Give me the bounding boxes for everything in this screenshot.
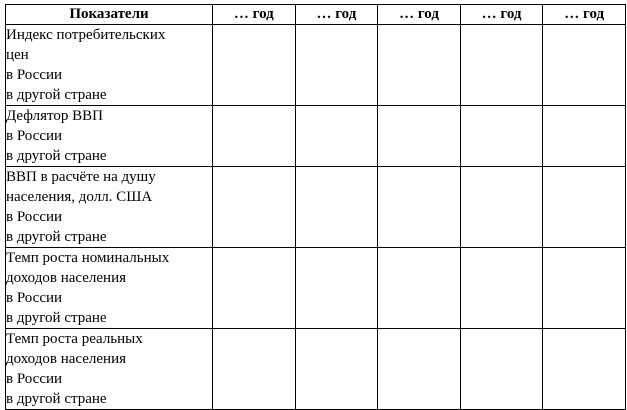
table-cell[interactable]	[543, 248, 626, 329]
table-cell[interactable]	[295, 248, 378, 329]
table-cell[interactable]	[295, 329, 378, 410]
row-real-income-label	[6, 329, 213, 410]
table-cell[interactable]	[295, 25, 378, 106]
table-cell[interactable]	[295, 167, 378, 248]
table-cell[interactable]	[543, 106, 626, 167]
header-year-1: … год	[213, 5, 296, 25]
table-cell[interactable]	[460, 329, 543, 410]
table-row	[6, 167, 626, 248]
row-nominal-income-label	[6, 248, 213, 329]
table-cell[interactable]	[378, 329, 461, 410]
table-cell[interactable]	[543, 329, 626, 410]
table-cell[interactable]	[213, 248, 296, 329]
table-cell[interactable]	[460, 248, 543, 329]
table-row	[6, 329, 626, 410]
row-sub-russia: в России	[6, 209, 63, 225]
table-cell[interactable]	[460, 25, 543, 106]
table-row	[6, 248, 626, 329]
header-row	[6, 5, 626, 25]
table-cell[interactable]	[460, 167, 543, 248]
table-row	[6, 106, 626, 167]
row-sub-other: в другой стране	[6, 148, 107, 164]
row-deflator-label	[6, 106, 213, 167]
row-sub-russia: в России	[6, 290, 63, 306]
row-title: Индекс потребительских	[6, 27, 166, 43]
table-cell[interactable]	[543, 25, 626, 106]
row-cpi-label	[6, 25, 213, 106]
table-cell[interactable]	[543, 167, 626, 248]
header-year-4: … год	[460, 5, 543, 25]
header-indicators: Показатели	[6, 5, 213, 25]
table-cell[interactable]	[378, 248, 461, 329]
row-title: ВВП в расчёте на душу	[6, 169, 156, 185]
header-year-5: … год	[543, 5, 626, 25]
table-cell[interactable]	[460, 106, 543, 167]
row-title: Темп роста номинальных	[6, 250, 170, 266]
row-sub-other: в другой стране	[6, 87, 107, 103]
table-cell[interactable]	[378, 25, 461, 106]
row-sub-other: в другой стране	[6, 391, 107, 407]
row-sub-russia: в России	[6, 128, 63, 144]
header-year-2: … год	[295, 5, 378, 25]
row-sub-other: в другой стране	[6, 310, 107, 326]
table-cell[interactable]	[213, 329, 296, 410]
row-sub-russia: в России	[6, 67, 63, 83]
row-title: Дефлятор ВВП	[6, 108, 103, 124]
table-cell[interactable]	[213, 106, 296, 167]
row-title: доходов населения	[6, 270, 126, 286]
row-title: населения, долл. США	[6, 189, 153, 205]
table-cell[interactable]	[295, 106, 378, 167]
table-cell[interactable]	[213, 25, 296, 106]
row-title: цен	[6, 47, 29, 63]
row-title: Темп роста реальных	[6, 331, 143, 347]
table-cell[interactable]	[213, 167, 296, 248]
row-gdp-per-capita-label	[6, 167, 213, 248]
table-cell[interactable]	[378, 167, 461, 248]
table-cell[interactable]	[378, 106, 461, 167]
header-year-3: … год	[378, 5, 461, 25]
row-sub-other: в другой стране	[6, 229, 107, 245]
row-sub-russia: в России	[6, 371, 63, 387]
indicators-table	[5, 4, 626, 410]
row-title: доходов населения	[6, 351, 126, 367]
table-row	[6, 25, 626, 106]
